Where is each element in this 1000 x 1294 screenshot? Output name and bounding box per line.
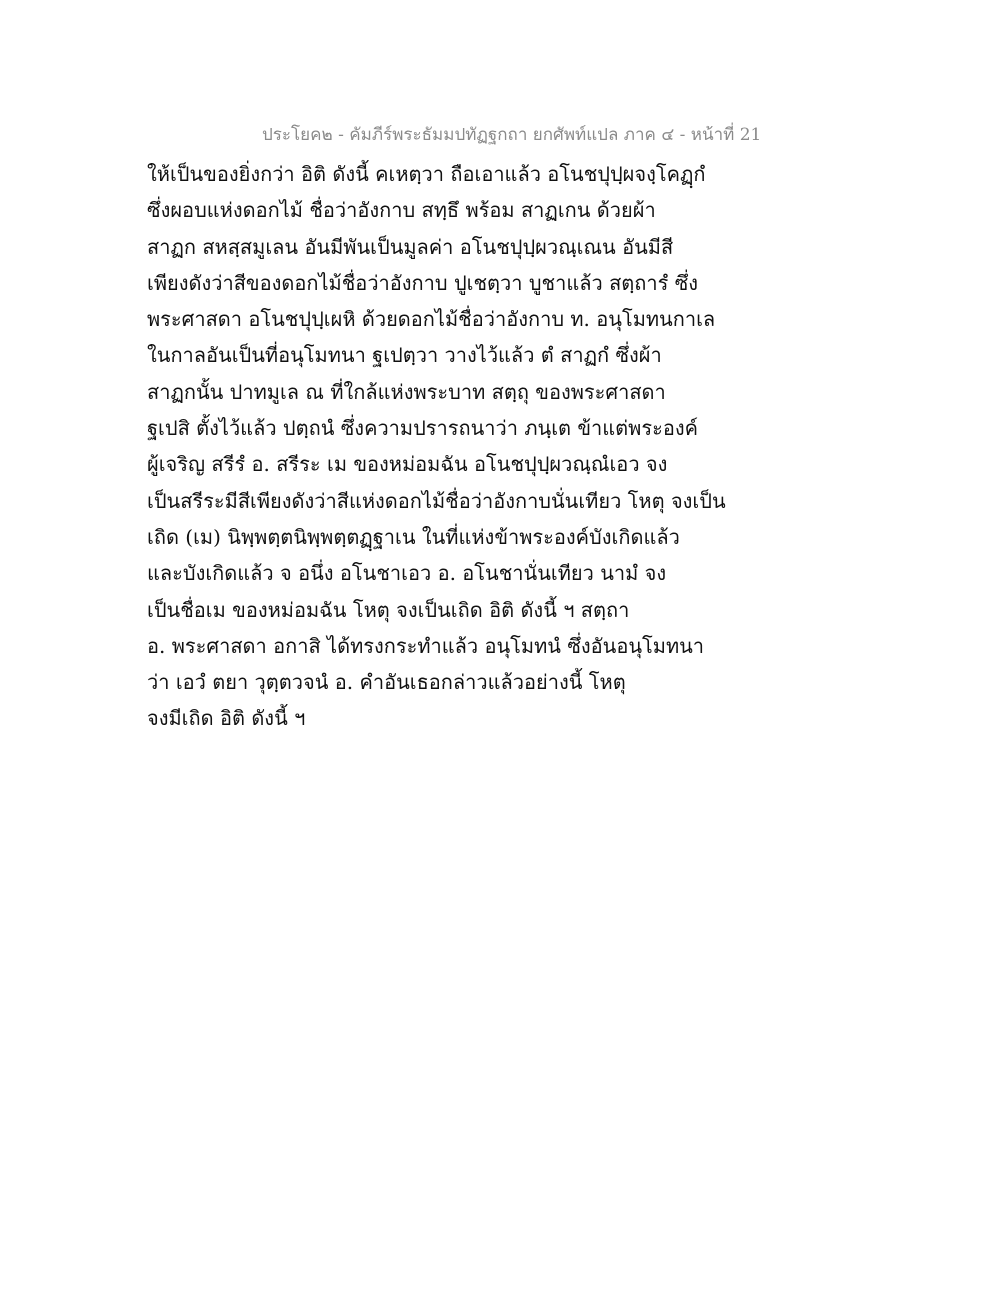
text-line: เถิด (เม) นิพฺพตฺตนิพฺพตฺตฏฺฐาเน ในที่แห่งข้าพระองค์บังเกิดแล้ว	[147, 524, 680, 549]
text-line: ซึ่งผอบแห่งดอกไม้ ชื่อว่าอังกาบ สทฺธึ พร้อม สาฏเกน ด้วยผ้า	[147, 198, 656, 223]
text-line: ฐเปสิ ตั้งไว้แล้ว ปตฺถนํ ซึ่งความปรารถนาว่า ภนฺเต ข้าแต่พระองค์	[147, 416, 698, 441]
text-line: ว่า เอวํ ตยา วุตฺตวจนํ อ. คำอันเธอกล่าวแล้วอย่างนี้ โหตุ	[147, 670, 626, 695]
running-header: ประโยค๒ - คัมภีร์พระธัมมปทัฏฐกถา ยกศัพท์แปล ภาค ๔ - หน้าที่ 21	[262, 125, 762, 145]
text-line: จงมีเถิด อิติ ดังนี้ ฯ	[147, 706, 306, 731]
text-line: อ. พระศาสดา อกาสิ ได้ทรงกระทำแล้ว อนุโมทนํ ซึ่งอันอนุโมทนา	[147, 633, 705, 658]
text-line: และบังเกิดแล้ว จ อนึ่ง อโนชาเอว อ. อโนชานั่นเทียว นามํ จง	[147, 561, 667, 586]
text-line: ผู้เจริญ สรีรํ อ. สรีระ เม ของหม่อมฉัน อโนชปุปฺผวณฺณํเอว จง	[147, 452, 668, 477]
text-line: สาฏกนั้น ปาทมูเล ณ ที่ใกล้แห่งพระบาท สตฺถุ ของพระศาสดา	[147, 379, 666, 404]
text-line: เพียงดังว่าสีของดอกไม้ชื่อว่าอังกาบ ปูเชตฺวา บูชาแล้ว สตฺถารํ ซึ่ง	[147, 270, 699, 295]
text-line: สาฏก สหสฺสมูเลน อันมีพันเป็นมูลค่า อโนชปุปฺผวณฺเณน อันมีสี	[147, 234, 674, 259]
text-line: เป็นสรีระมีสีเพียงดังว่าสีแห่งดอกไม้ชื่อว่าอังกาบนั่นเทียว โหตุ จงเป็น	[147, 488, 726, 513]
text-line: ในกาลอันเป็นที่อนุโมทนา ฐเปตฺวา วางไว้แล้ว ตํ สาฏกํ ซึ่งผ้า	[147, 343, 662, 368]
text-line: ให้เป็นของยิ่งกว่า อิติ ดังนี้ คเหตฺวา ถือเอาแล้ว อโนชปุปฺผจงฺโคฏฺกํ	[147, 162, 706, 186]
text-line: เป็นชื่อเม ของหม่อมฉัน โหตุ จงเป็นเถิด อิติ ดังนี้ ฯ สตฺถา	[147, 597, 630, 622]
text-line: พระศาสดา อโนชปุปฺเผหิ ด้วยดอกไม้ชื่อว่าอังกาบ ท. อนุโมทนกาเล	[147, 307, 716, 332]
body-text	[147, 156, 767, 737]
